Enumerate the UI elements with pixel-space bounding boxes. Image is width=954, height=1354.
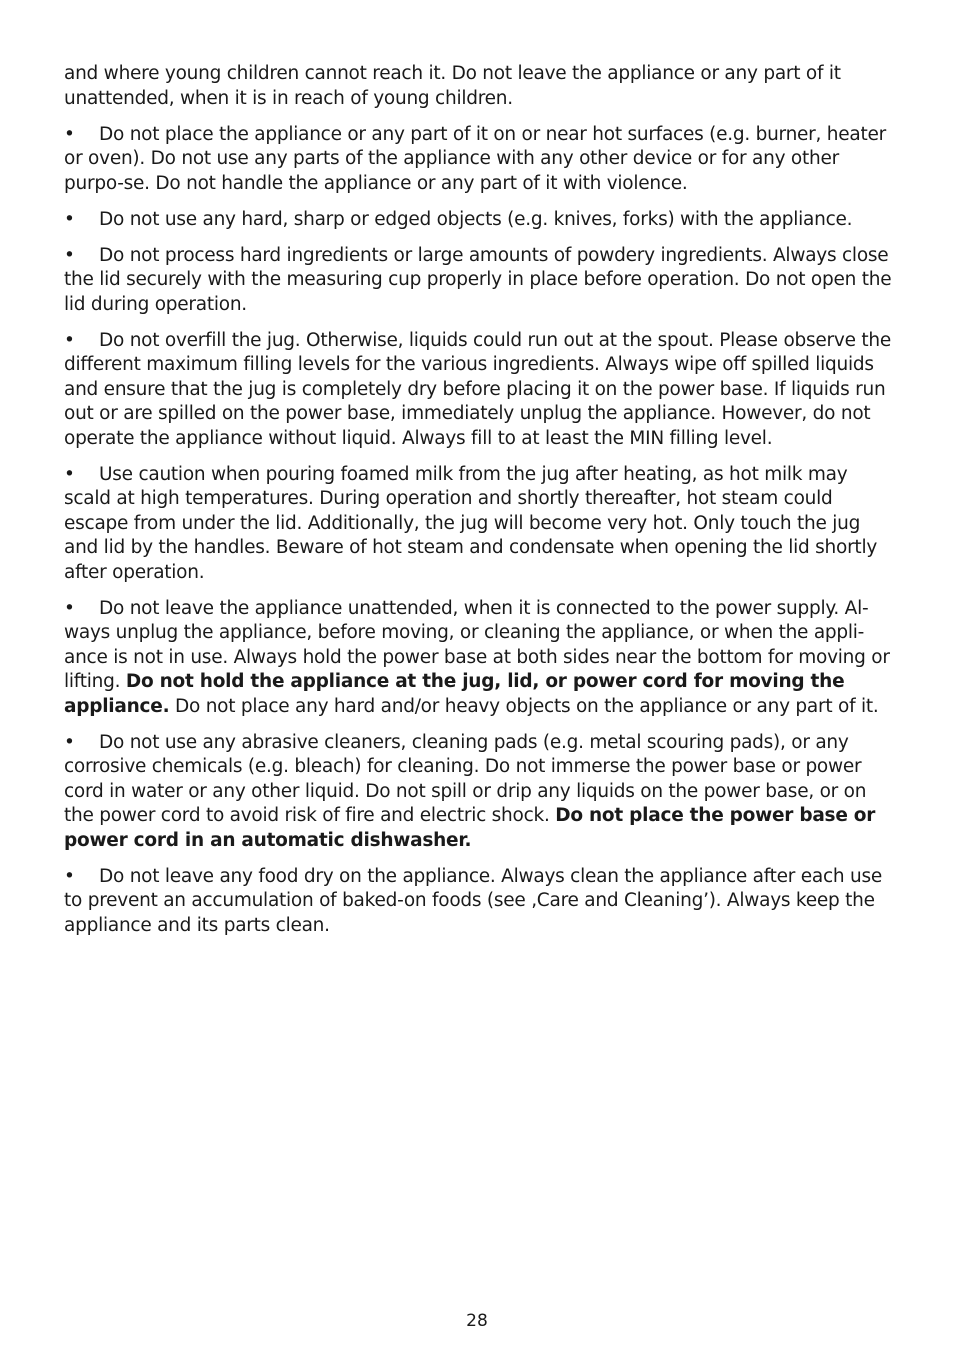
bullet-icon: • <box>64 731 75 753</box>
list-item <box>64 244 892 318</box>
list-item-text: Do not use any hard, sharp or edged objects (e.g. knives, forks) with the appliance. <box>99 208 853 230</box>
page-number: 28 <box>466 1311 488 1331</box>
list-item-bold-warning: Do not place the power base or power cord in an automatic dishwasher. <box>64 805 876 851</box>
list-item-text: Do not leave the appliance unattended, when it is connected to the power supply. Al-ways unplug the appliance, before moving, or cleaning the appliance, or when the appli-ance is not in use. Always hold the power base at both sides near the bottom for moving or lifting. <box>64 597 890 692</box>
bullet-icon: • <box>64 123 75 145</box>
bullet-icon: • <box>64 463 75 485</box>
bullet-icon: • <box>64 329 75 351</box>
intro-paragraph: and where young children cannot reach it. Do not leave the appliance or any part of it unattended, when it is in reach of young children. <box>64 63 841 109</box>
list-item <box>64 329 892 452</box>
list-item-text: Do not overfill the jug. Otherwise, liquids could run out at the spout. Please observe the different maximum filling levels for the various ingredients. Always wipe off spilled liquids and ensure that the jug is completely dry before placing it on the power base. If liquids run out or are spilled on the power base, immediately unplug the appliance. However, do not operate the appliance without liquid. Always fill to at least the MIN filling level. <box>64 329 891 449</box>
bullet-icon: • <box>64 865 75 887</box>
document-body <box>64 62 892 950</box>
bullet-icon: • <box>64 597 75 619</box>
list-item <box>64 123 892 197</box>
bullet-icon: • <box>64 208 75 230</box>
list-item-text: Do not use any abrasive cleaners, cleaning pads (e.g. metal scouring pads), or any corrosive chemicals (e.g. bleach) for cleaning. Do not immerse the power base or power cord in water or any other liquid. Do not spill or drip any liquids on the power base, or on the power cord to avoid risk of fire and electric shock. <box>64 731 867 826</box>
list-item <box>64 463 892 586</box>
list-item-text: Do not place the appliance or any part of it on or near hot surfaces (e.g. burner, heater or oven). Do not use any parts of the appliance with any other device or for any other purpo-se. Do not handle the appliance or any part of it with violence. <box>64 123 886 194</box>
list-item-text-after: Do not place any hard and/or heavy objects on the appliance or any part of it. <box>175 695 879 717</box>
list-item-text: Use caution when pouring foamed milk from the jug after heating, as hot milk may scald at high temperatures. During operation and shortly thereafter, hot steam could escape from under the lid. Additionally, the jug will become very hot. Only touch the jug and lid by the handles. Beware of hot steam and condensate when opening the lid shortly after operation. <box>64 463 878 583</box>
list-item <box>64 597 892 720</box>
list-item-bold-warning: Do not hold the appliance at the jug, lid, or power cord for moving the appliance. <box>64 671 845 717</box>
list-item <box>64 731 892 854</box>
list-item <box>64 208 892 233</box>
list-item-text: Do not leave any food dry on the appliance. Always clean the appliance after each use to prevent an accumulation of baked-on foods (see ‚Care and Cleaning’). Always keep the appliance and its parts clean. <box>64 865 883 936</box>
list-item-text: Do not process hard ingredients or large amounts of powdery ingredients. Always close the lid securely with the measuring cup properly in place before operation. Do not open the lid during operation. <box>64 244 892 315</box>
list-item <box>64 865 892 939</box>
bullet-icon: • <box>64 244 75 266</box>
